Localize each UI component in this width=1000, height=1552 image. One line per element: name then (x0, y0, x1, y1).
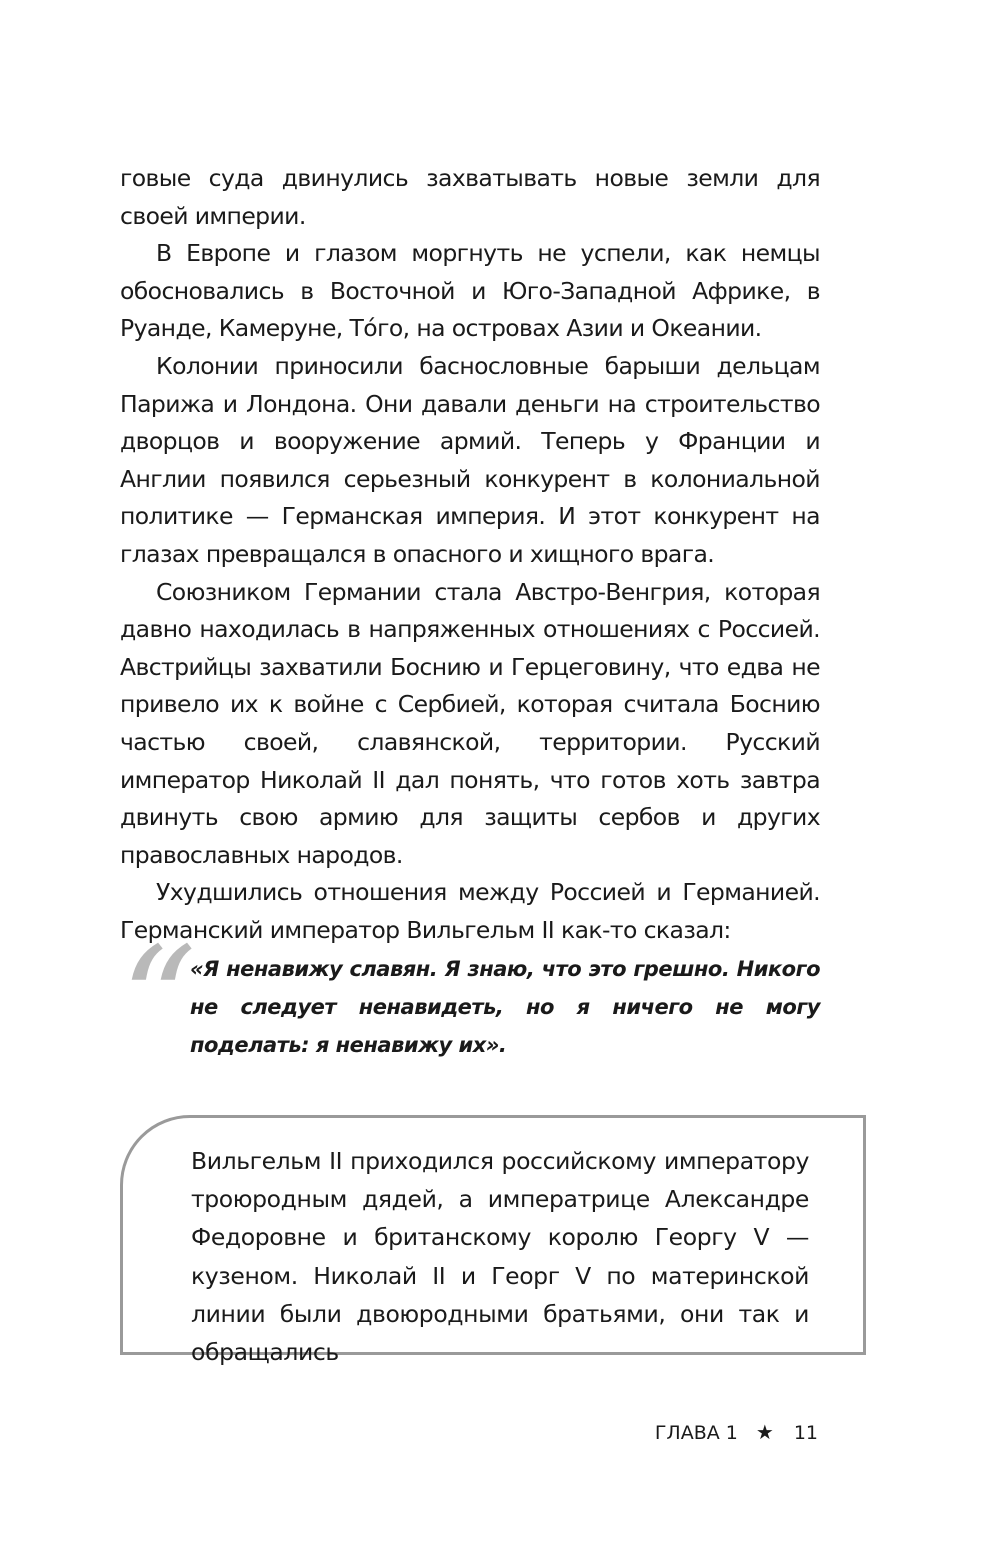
paragraph-2: В Европе и глазом моргнуть не успели, как немцы обосновались в Восточной и Юго-Западной Африке, в Руанде, Камеруне, То́го, на островах Азии и Океании. (120, 239, 820, 343)
paragraph-4: Союзником Германии стала Австро-Венгрия, которая давно находилась в напряженных отношениях с Россией. Австрийцы захватили Боснию и Герцеговину, что едва не привело их к войне с Сербией, которая считала Боснию частью своей, славянской, территории. Русский император Николай II дал понять, что готов хоть завтра двинуть свою армию для защиты сербов и других православных народов. (120, 577, 820, 869)
note-box (120, 1115, 866, 1367)
quote-block (120, 916, 820, 1090)
main-text (120, 160, 820, 949)
paragraph-3: Колонии приносили баснословные барыши дельцам Парижа и Лондона. Они давали деньги на строительство дворцов и вооружение армий. Теперь у Франции и Англии появился серьезный конкурент в колониальной политике — Германская империя. И этот конкурент на глазах превращался в опасного и хищного врага. (120, 351, 820, 568)
page-footer (655, 1420, 818, 1444)
paragraph-1: говые суда двинулись захватывать новые земли для своей империи. (120, 164, 820, 230)
note-text: Вильгельм II приходился российскому императору троюродным дядей, а императрице Александре Федоровне и британскому королю Георгу V — кузеном. Николай II и Георг V по материнской линии были двоюродными братьями, они так и обращались (191, 1147, 809, 1367)
chapter-label: ГЛАВА 1 (654, 1422, 738, 1444)
page-number: 11 (793, 1422, 818, 1444)
star-icon: ★ (755, 1420, 774, 1444)
paragraph-5: Ухудшились отношения между Россией и Германией. Германский император Вильгельм II как-то сказал: (120, 878, 820, 944)
quote-text: «Я ненавижу славян. Я знаю, что это грешно. Никого не следует ненавидеть, но я ничего не могу поделать: я ненавижу их». (190, 957, 820, 1057)
quote-mark-icon: “ (120, 916, 197, 1090)
